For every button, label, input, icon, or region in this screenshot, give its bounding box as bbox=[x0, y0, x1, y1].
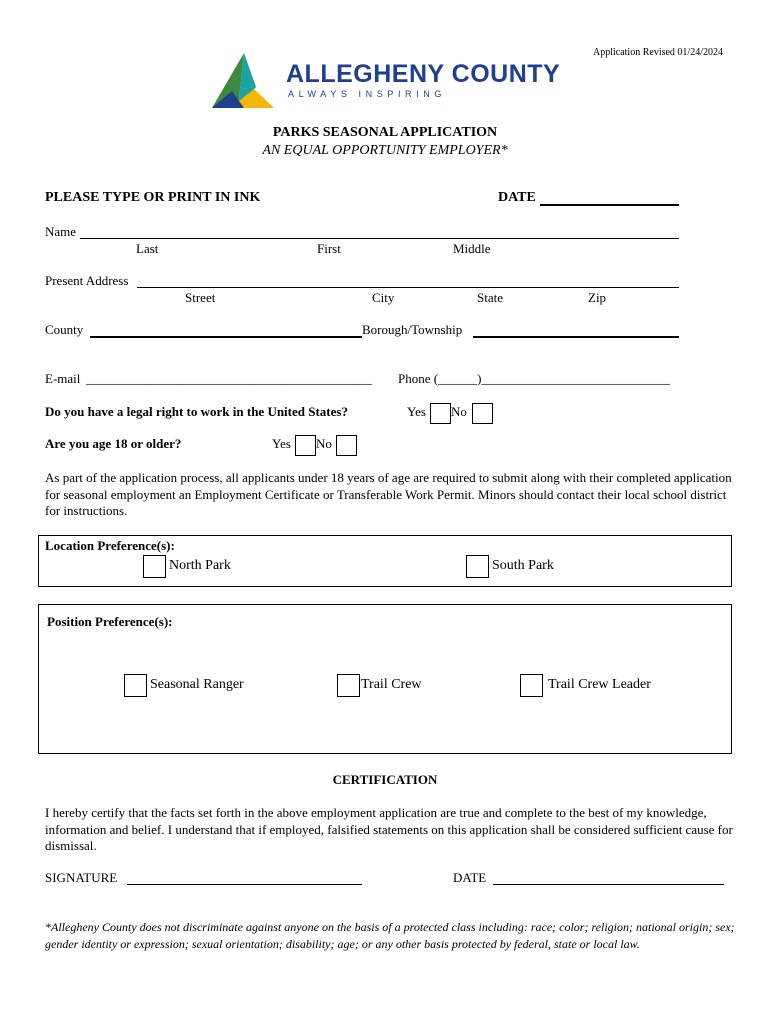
legal-right-question: Do you have a legal right to work in the United States? bbox=[45, 404, 348, 419]
page-title: PARKS SEASONAL APPLICATION bbox=[272, 125, 498, 140]
logo-name: ALLEGHENY COUNTY bbox=[286, 60, 561, 88]
signature-field[interactable] bbox=[127, 884, 362, 885]
age-yes-label: Yes bbox=[272, 436, 291, 451]
minors-note: As part of the application process, all applicants under 18 years of age are required to submit along with their completed application for seasonal employment an Employment Certificate or Transferable Work Permit. Minors should contact their local school district for instructions. bbox=[45, 470, 732, 518]
age-no-label: No bbox=[316, 436, 332, 451]
position-preference-label: Position Preference(s): bbox=[47, 614, 173, 629]
name-first-caption: First bbox=[317, 241, 341, 256]
signature-date-field[interactable] bbox=[493, 884, 724, 885]
revision-date: Application Revised 01/24/2024 bbox=[593, 47, 723, 58]
address-city-caption: City bbox=[372, 290, 395, 305]
borough-label: Borough/Township bbox=[362, 322, 463, 337]
county-label: County bbox=[45, 322, 84, 337]
trail-crew-label: Trail Crew bbox=[361, 677, 422, 692]
address-field[interactable] bbox=[137, 287, 679, 288]
legal-yes-checkbox[interactable] bbox=[430, 403, 451, 424]
trail-crew-leader-checkbox[interactable] bbox=[520, 674, 543, 697]
north-park-checkbox[interactable] bbox=[143, 555, 166, 578]
age-no-checkbox[interactable] bbox=[336, 435, 357, 456]
name-middle-caption: Middle bbox=[453, 241, 491, 256]
legal-no-label: No bbox=[451, 404, 467, 419]
age-question: Are you age 18 or older? bbox=[45, 436, 182, 451]
borough-field[interactable] bbox=[473, 336, 679, 338]
trail-crew-checkbox[interactable] bbox=[337, 674, 360, 697]
legal-yes-label: Yes bbox=[407, 404, 426, 419]
logo-tagline: ALWAYS INSPIRING bbox=[288, 89, 446, 99]
south-park-checkbox[interactable] bbox=[466, 555, 489, 578]
date-label: DATE bbox=[498, 190, 536, 205]
email-label: E-mail bbox=[45, 371, 81, 386]
instruction-text: PLEASE TYPE OR PRINT IN INK bbox=[45, 190, 261, 205]
email-field[interactable]: ____________________________________________ bbox=[86, 371, 372, 386]
name-last-caption: Last bbox=[136, 241, 159, 256]
signature-date-label: DATE bbox=[453, 870, 487, 885]
certification-title: CERTIFICATION bbox=[332, 772, 438, 787]
signature-label: SIGNATURE bbox=[45, 870, 118, 885]
address-street-caption: Street bbox=[185, 290, 216, 305]
address-zip-caption: Zip bbox=[588, 290, 607, 305]
phone-field[interactable]: Phone (______)_____________________________ bbox=[398, 371, 670, 386]
seasonal-ranger-label: Seasonal Ranger bbox=[150, 677, 244, 692]
address-state-caption: State bbox=[477, 290, 503, 305]
address-label: Present Address bbox=[45, 273, 129, 288]
age-yes-checkbox[interactable] bbox=[295, 435, 316, 456]
north-park-label: North Park bbox=[169, 558, 231, 573]
nondiscrimination-footnote: *Allegheny County does not discriminate against anyone on the basis of a protected class including: race; color; religion; national origin; sex; gender identity or expression; sexual orientation; disability; age; or any other basis protected by federal, state or local law. bbox=[45, 920, 735, 951]
allegheny-county-logo-icon bbox=[208, 51, 278, 110]
seasonal-ranger-checkbox[interactable] bbox=[124, 674, 147, 697]
page-subtitle: AN EQUAL OPPORTUNITY EMPLOYER* bbox=[262, 143, 508, 158]
location-preference-label: Location Preference(s): bbox=[45, 538, 175, 553]
name-field[interactable] bbox=[80, 238, 679, 239]
certification-text: I hereby certify that the facts set forth in the above employment application are true and complete to the best of my knowledge, information and belief. I understand that if employed, falsified statements on this application shall be considered sufficient cause for dismissal. bbox=[45, 805, 733, 853]
legal-no-checkbox[interactable] bbox=[472, 403, 493, 424]
south-park-label: South Park bbox=[492, 558, 554, 573]
trail-crew-leader-label: Trail Crew Leader bbox=[548, 677, 651, 692]
date-field[interactable] bbox=[540, 204, 679, 206]
name-label: Name bbox=[45, 224, 77, 239]
county-field[interactable] bbox=[90, 336, 362, 338]
